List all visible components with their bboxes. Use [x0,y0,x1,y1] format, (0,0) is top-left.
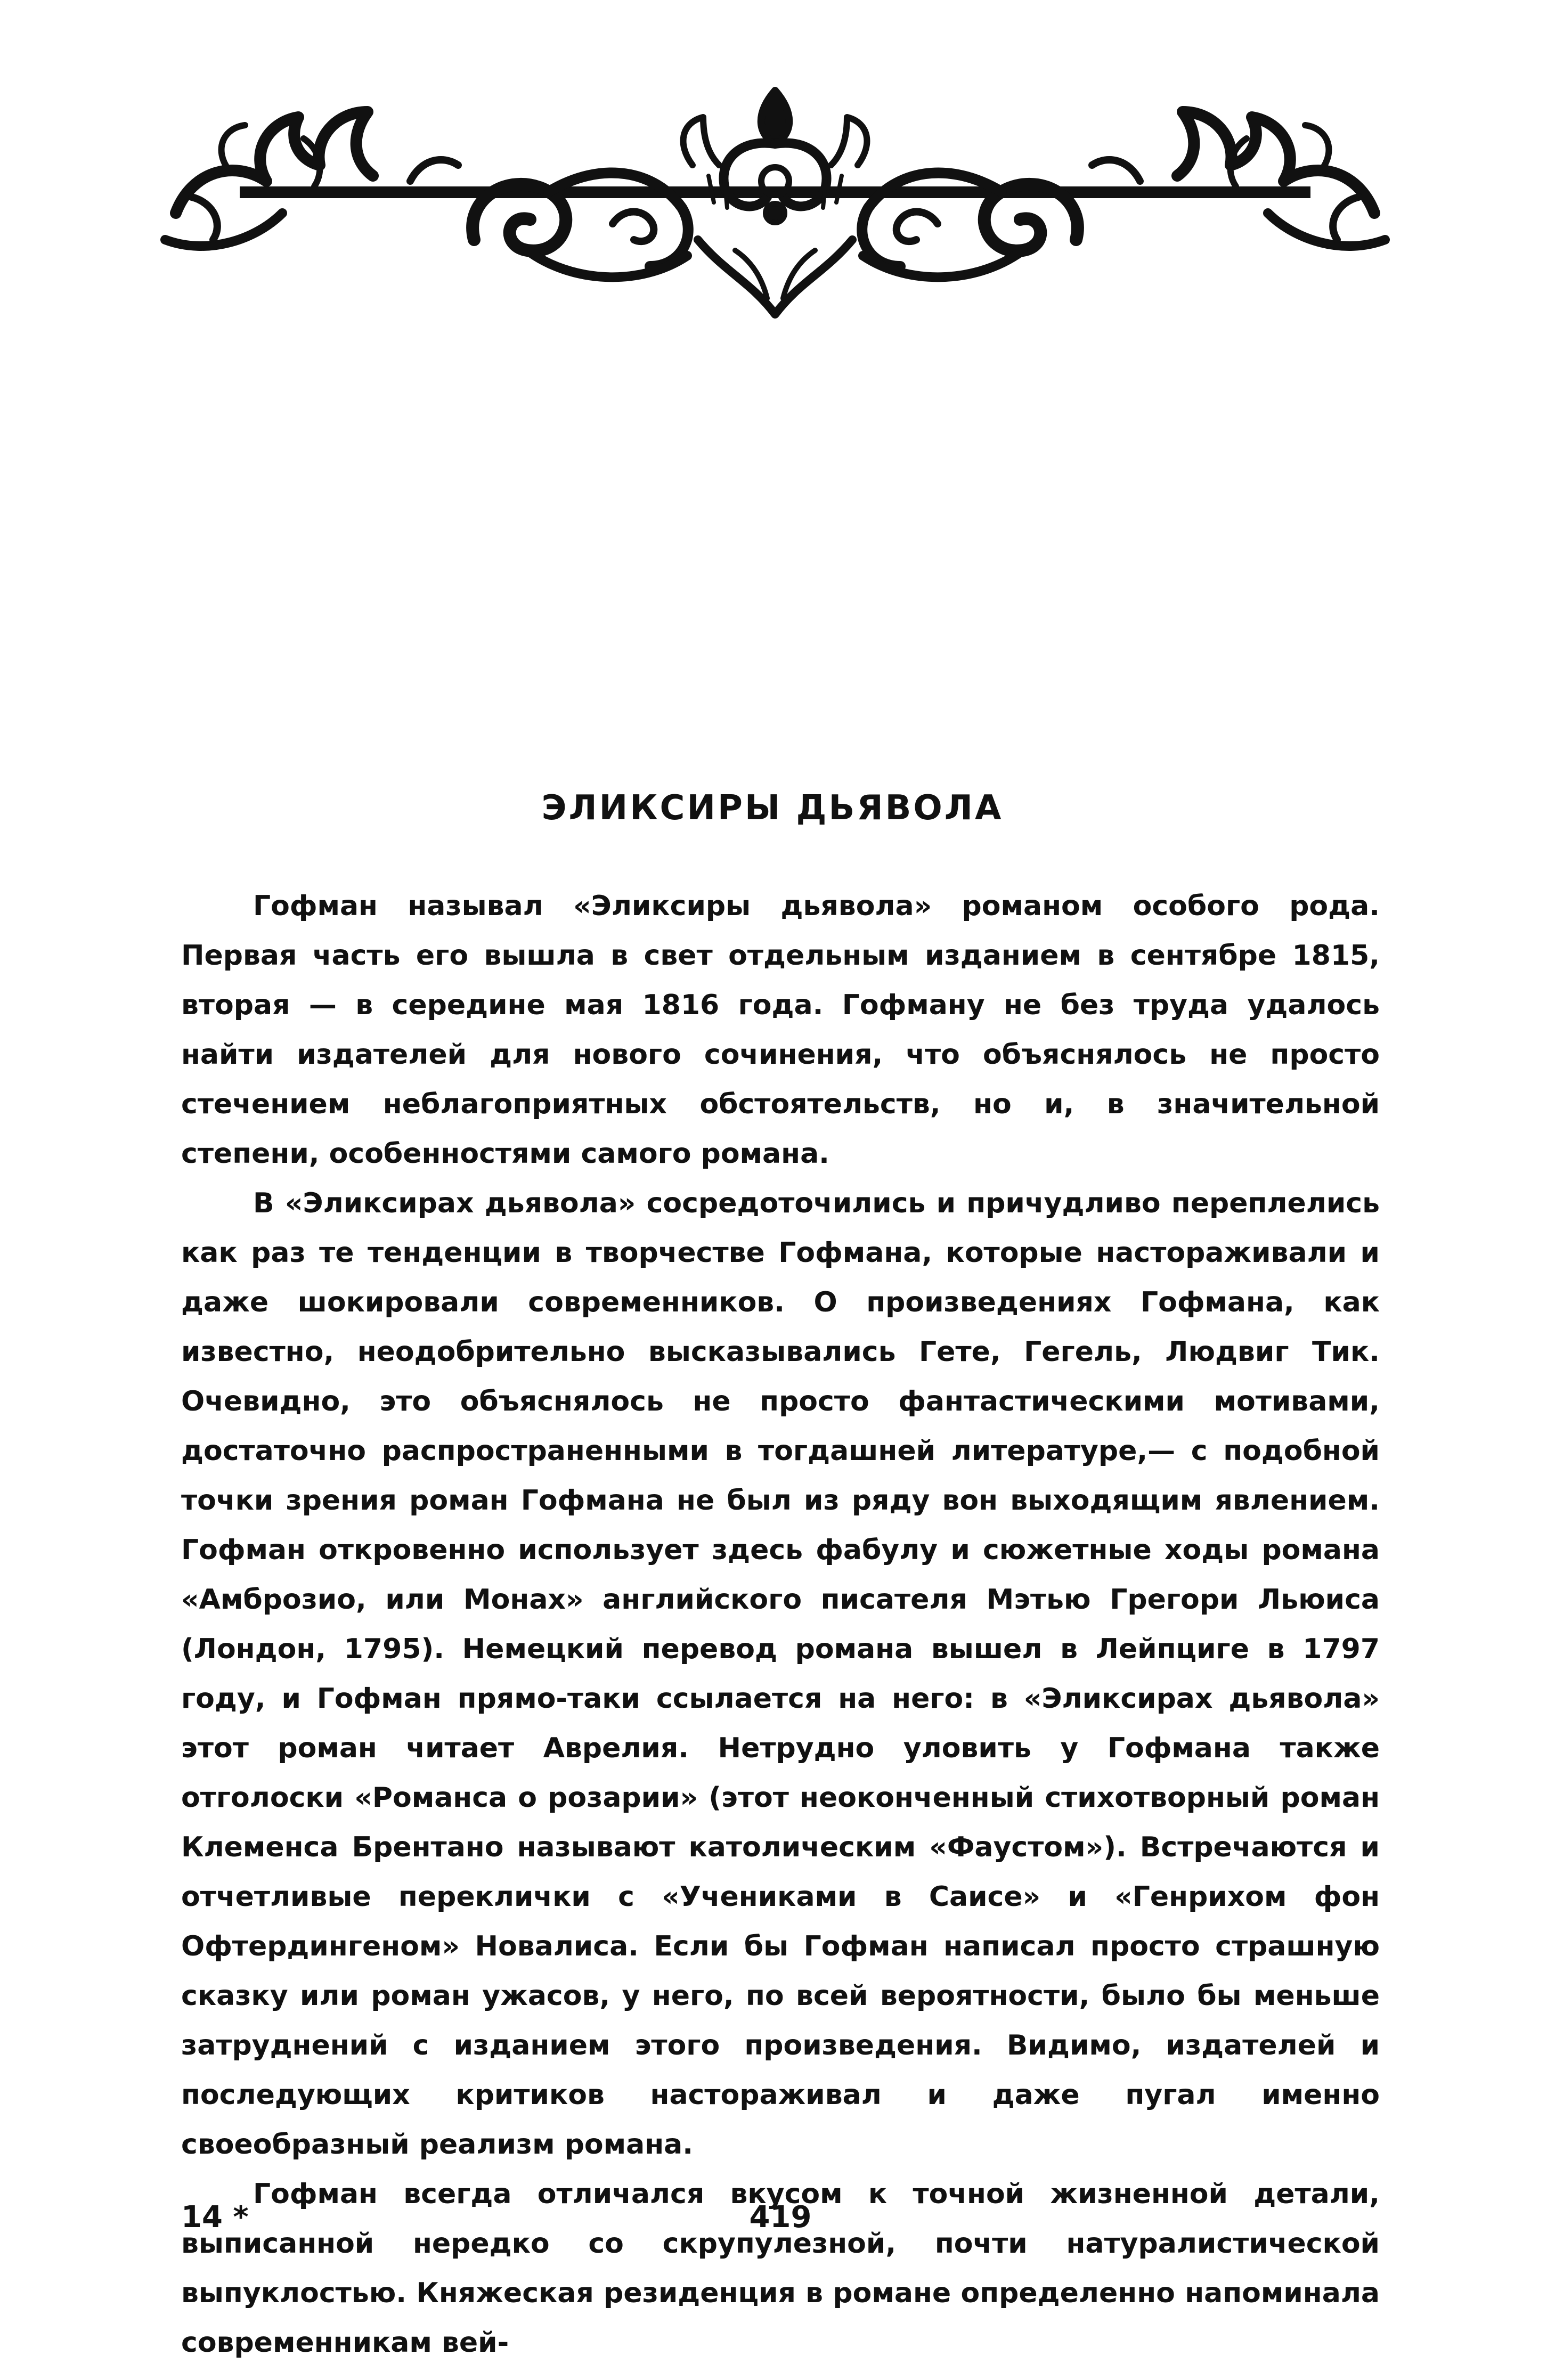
signature-mark: 14 * [181,2200,249,2235]
paragraph: Гофман называл «Эликсиры дьявола» романом особого рода. Первая часть его вышла в свет отдельным изданием в сентябре 1815, вторая — в середине мая 1816 года. Гофману не без труда удалось найти издателей для нового сочинения, что объяснялось не просто стечением неблагоприятных обстоятельств, но и, в значительной степени, особенностями самого романа. [181,890,1380,1170]
paragraph: Гофман всегда отличался вкусом к точной жизненной детали, выписанной нередко со скрупулезной, почти натуралистической выпуклостью. Княжеская резиденция в романе определенно напоминала современникам вей- [181,2178,1380,2359]
baroque-scroll-headpiece-icon [144,80,1406,330]
page-footer [181,2200,1380,2248]
chapter-title: ЭЛИКСИРЫ ДЬЯВОЛА [541,788,1004,828]
page-number: 419 [749,2200,812,2235]
paragraph: В «Эликсирах дьявола» сосредоточились и причудливо переплелись как раз те тенденции в творчестве Гофмана, которые настораживали и даже шокировали современников. О произведениях Гофмана, как известно, неодобрительно высказывались Гете, Гегель, Людвиг Тик. Очевидно, это объяснялось не просто фантастическими мотивами, достаточно распространенными в тогдашней литературе,— с подобной точки зрения роман Гофмана не был из ряду вон выходящим явлением. Гофман откровенно использует здесь фабулу и сюжетные ходы романа «Амброзио, или Монах» английского писателя Мэтью Грегори Льюиса (Лондон, 1795). Немецкий перевод романа вышел в Лейпциге в 1797 году, и Гофман прямо-таки ссылается на него: в «Эликсирах дьявола» этот роман читает Аврелия. Нетрудно уловить у Гофмана также отголоски «Романса о розарии» (этот неоконченный стихотворный роман Клеменса Брентано называют католическим «Фаустом»). Встречаются и отчетливые переклички с «Учениками в Саисе» и «Генрихом фон Офтердингеном» Новалиса. Если бы Гофман написал просто страшную сказку или роман ужасов, у него, по всей вероятности, было бы меньше затруднений с изданием этого произведения. Видимо, издателей и последующих критиков настораживал и даже пугал именно своеобразный реализм романа. [181,1187,1380,2161]
body-text [181,882,1380,2368]
